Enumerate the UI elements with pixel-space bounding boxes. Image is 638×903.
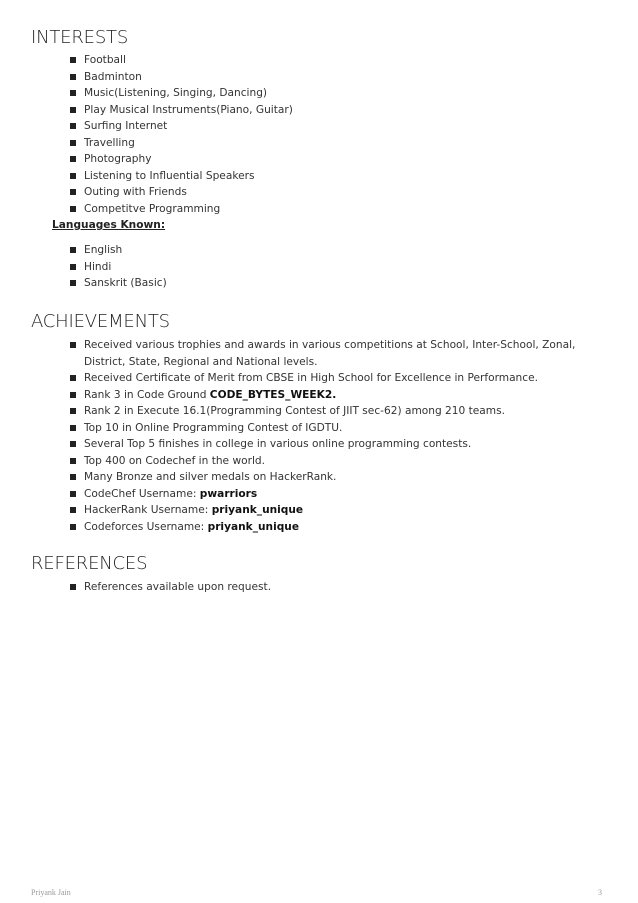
list-item-text: Play Musical Instruments(Piano, Guitar) xyxy=(84,103,293,116)
bullet-square-icon xyxy=(70,584,76,590)
bullet-square-icon xyxy=(70,491,76,497)
bullet-square-icon xyxy=(70,507,76,513)
list-item xyxy=(70,52,610,69)
interests-heading: INTERESTS xyxy=(31,27,129,48)
references-list xyxy=(70,579,610,596)
list-item-text: English xyxy=(84,244,123,256)
bullet-square-icon xyxy=(70,107,76,113)
list-item-text: Music(Listening, Singing, Dancing) xyxy=(84,87,268,99)
list-item-text: Listening to Influential Speakers xyxy=(84,169,255,182)
list-item-text: Rank 3 in Code Ground xyxy=(84,388,210,401)
bullet-square-icon xyxy=(70,247,76,253)
list-item-text: Codeforces Username: xyxy=(84,520,208,533)
list-item xyxy=(70,118,610,135)
bullet-square-icon xyxy=(70,458,76,464)
bullet-square-icon xyxy=(70,123,76,129)
list-item xyxy=(70,579,610,596)
list-item-bold-text: CODE_BYTES_WEEK2. xyxy=(209,388,337,401)
list-item-text: Sanskrit (Basic) xyxy=(84,277,167,289)
list-item-text: Hindi xyxy=(84,260,112,273)
list-item xyxy=(70,151,610,168)
bullet-square-icon xyxy=(70,280,76,286)
bullet-square-icon xyxy=(70,57,76,63)
list-item-text: Football xyxy=(84,54,126,66)
bullet-square-icon xyxy=(70,173,76,179)
list-item-text: Rank 2 in Execute 16.1(Programming Contest of JIIT sec-62) among 210 teams. xyxy=(84,405,506,417)
list-item-text: Many Bronze and silver medals on HackerRank. xyxy=(84,471,337,483)
bullet-square-icon xyxy=(70,206,76,212)
bullet-square-icon xyxy=(70,524,76,530)
footer-page-number: 3 xyxy=(598,888,602,897)
list-item xyxy=(70,387,610,404)
list-item-text: Received various trophies and awards in various competitions at School, Inter-School, Zonal, District, State, Regional and National levels. xyxy=(84,339,576,368)
languages-heading: Languages Known: xyxy=(52,219,166,231)
list-item xyxy=(70,502,610,519)
list-item xyxy=(70,135,610,152)
list-item-text: Top 10 in Online Programming Contest of IGDTU. xyxy=(84,421,343,434)
list-item xyxy=(70,275,610,292)
bullet-square-icon xyxy=(70,408,76,414)
list-item xyxy=(70,453,610,470)
list-item xyxy=(70,420,610,437)
achievements-list xyxy=(70,337,610,535)
achievements-heading: ACHIEVEMENTS xyxy=(31,311,170,332)
list-item xyxy=(70,519,610,536)
bullet-square-icon xyxy=(70,189,76,195)
list-item xyxy=(70,242,610,259)
languages-list xyxy=(70,242,610,292)
bullet-square-icon xyxy=(70,441,76,447)
list-item xyxy=(70,259,610,276)
list-item xyxy=(70,184,610,201)
list-item xyxy=(70,69,610,86)
list-item-text: References available upon request. xyxy=(84,581,272,593)
list-item-bold-text: priyank_unique xyxy=(211,504,304,516)
list-item-text: Surfing Internet xyxy=(84,120,168,132)
list-item xyxy=(70,486,610,503)
list-item-text: Several Top 5 finishes in college in various online programming contests. xyxy=(84,438,472,450)
list-item xyxy=(70,85,610,102)
bullet-square-icon xyxy=(70,156,76,162)
list-item-text: CodeChef Username: xyxy=(84,487,200,500)
list-item xyxy=(70,436,610,453)
list-item-text: Outing with Friends xyxy=(84,186,187,198)
list-item-text: Competitve Programming xyxy=(84,202,221,215)
list-item-text: Received Certificate of Merit from CBSE in High School for Excellence in Performance. xyxy=(84,372,538,384)
list-item-text: Badminton xyxy=(84,70,142,83)
references-heading: REFERENCES xyxy=(31,553,148,574)
list-item-text: Photography xyxy=(84,153,152,165)
list-item xyxy=(70,201,610,218)
bullet-square-icon xyxy=(70,74,76,80)
bullet-square-icon xyxy=(70,264,76,270)
list-item-text: Top 400 on Codechef in the world. xyxy=(84,454,265,467)
list-item-text: Travelling xyxy=(84,136,135,149)
list-item xyxy=(70,102,610,119)
interests-list xyxy=(70,52,610,217)
list-item xyxy=(70,337,595,370)
bullet-square-icon xyxy=(70,342,76,348)
bullet-square-icon xyxy=(70,392,76,398)
bullet-square-icon xyxy=(70,140,76,146)
list-item xyxy=(70,403,610,420)
bullet-square-icon xyxy=(70,474,76,480)
list-item-bold-text: pwarriors xyxy=(199,487,258,500)
list-item-bold-text: priyank_unique xyxy=(207,520,300,533)
bullet-square-icon xyxy=(70,90,76,96)
footer-name: Priyank Jain xyxy=(31,888,71,897)
bullet-square-icon xyxy=(70,425,76,431)
list-item xyxy=(70,168,610,185)
list-item xyxy=(70,370,610,387)
list-item xyxy=(70,469,610,486)
list-item-text: HackerRank Username: xyxy=(84,504,212,516)
bullet-square-icon xyxy=(70,375,76,381)
